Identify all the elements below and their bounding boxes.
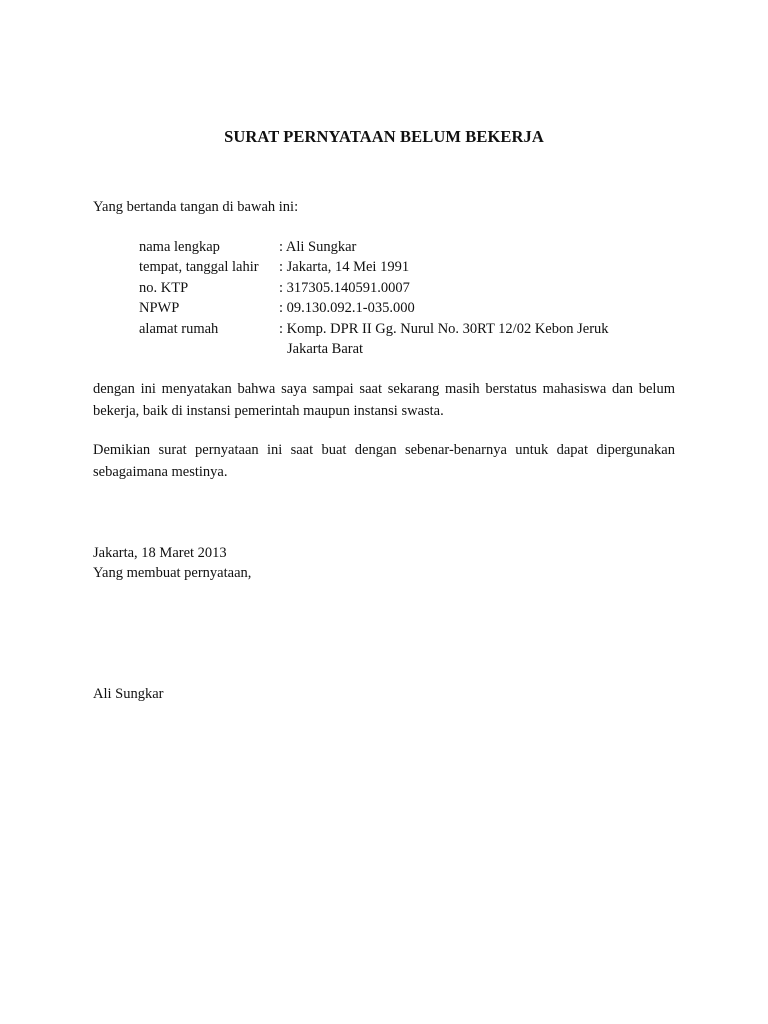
closing-paragraph: Demikian surat pernyataan ini saat buat dengan sebenar-benarnya untuk dapat dipergunakan sebagaimana mestinya.: [93, 442, 675, 480]
field-value-address: : Komp. DPR II Gg. Nurul No. 30RT 12/02 Kebon Jeruk: [279, 320, 609, 337]
intro-text: Yang bertanda tangan di bawah ini:: [93, 199, 299, 215]
field-label-address: alamat rumah: [139, 320, 219, 337]
field-value-name: : Ali Sungkar: [279, 239, 357, 255]
field-value-ktp: : 317305.140591.0007: [279, 279, 410, 296]
field-label-ktp: no. KTP: [139, 279, 189, 296]
statement-paragraph: dengan ini menyatakan bahwa saya sampai saat sekarang masih berstatus mahasiswa dan belum bekerja, baik di instansi pemerintah maupun instansi swasta.: [93, 381, 675, 419]
signer-name: Ali Sungkar: [93, 686, 164, 702]
identity-fields: [139, 237, 679, 359]
field-row-address: [139, 319, 679, 339]
field-label-name: nama lengkap: [139, 239, 220, 255]
document-title: SURAT PERNYATAAN BELUM BEKERJA: [224, 127, 544, 146]
field-label-empty: [139, 339, 279, 359]
field-row-address-cont: [139, 339, 679, 359]
field-row-npwp: [139, 298, 679, 318]
field-value-birth: : Jakarta, 14 Mei 1991: [279, 259, 410, 276]
field-value-address-cont: Jakarta Barat: [287, 340, 364, 357]
field-label-npwp: NPWP: [139, 300, 180, 317]
field-row-birth: [139, 257, 679, 277]
place-date: Jakarta, 18 Maret 2013: [93, 545, 227, 561]
field-row-ktp: [139, 278, 679, 298]
field-value-npwp: : 09.130.092.1-035.000: [279, 300, 415, 317]
closing-line: Yang membuat pernyataan,: [93, 565, 252, 581]
field-label-birth: tempat, tanggal lahir: [139, 259, 259, 276]
field-row-name: [139, 237, 679, 257]
